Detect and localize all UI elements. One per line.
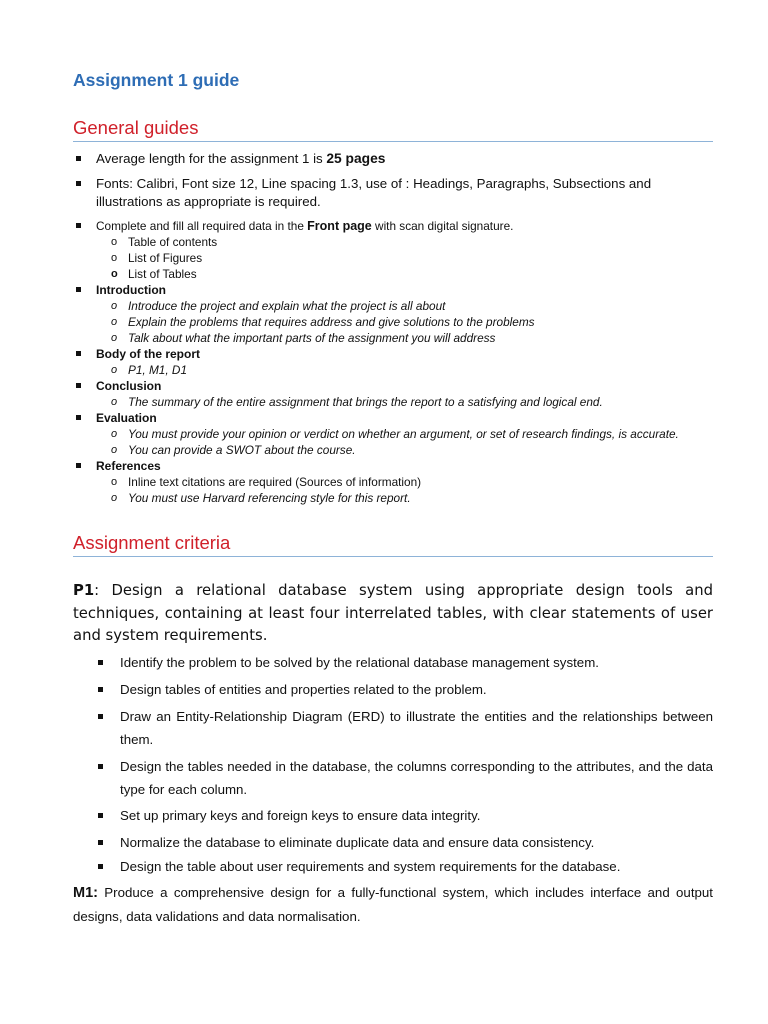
structure-list xyxy=(73,218,713,506)
list-item: Average length for the assignment 1 is 25 pages xyxy=(73,150,713,168)
list-item: Complete and fill all required data in the Front page with scan digital signature. xyxy=(73,218,713,234)
sub-item: o P1, M1, D1 xyxy=(111,363,188,377)
list-item: Normalize the database to eliminate duplicate data and ensure data consistency. xyxy=(73,831,713,854)
general-guides-heading: General guides xyxy=(73,117,713,142)
list-item: Identify the problem to be solved by the relational database management system. xyxy=(73,651,713,674)
list-item: Design the table about user requirements and system requirements for the database. xyxy=(73,855,713,878)
sub-item: o You must use Harvard referencing style for this report. xyxy=(111,491,411,505)
list-item: Fonts: Calibri, Font size 12, Line spacing 1.3, use of : Headings, Paragraphs, Subsections and illustrations as appropriate is required. xyxy=(73,175,713,211)
general-list xyxy=(73,175,713,211)
sub-item: o Inline text citations are required (Sources of information) xyxy=(111,475,422,489)
assignment-criteria-heading: Assignment criteria xyxy=(73,532,713,557)
page-title: Assignment 1 guide xyxy=(73,70,240,90)
list-item: Design tables of entities and properties related to the problem. xyxy=(73,678,713,701)
sub-item: o List of Tables xyxy=(111,267,197,281)
p1-task-list xyxy=(73,705,713,751)
p1-task-list xyxy=(73,855,713,878)
section-body: Body of the report xyxy=(73,346,713,362)
list-item: Draw an Entity-Relationship Diagram (ERD) to illustrate the entities and the relationships between them. xyxy=(73,705,713,751)
p1-task-list xyxy=(73,755,713,801)
sub-item: o You must provide your opinion or verdict on whether an argument, or set of research findings, is accurate. xyxy=(111,427,679,441)
section-references: References xyxy=(73,458,713,474)
p1-task-list xyxy=(73,651,713,674)
sub-item: o List of Figures xyxy=(111,251,203,265)
p1-task-list xyxy=(73,804,713,827)
sub-item: o Introduce the project and explain what the project is all about xyxy=(111,299,446,313)
section-introduction: Introduction xyxy=(73,282,713,298)
p1-task-list xyxy=(73,678,713,701)
sub-item: o Table of contents xyxy=(111,235,218,249)
section-conclusion: Conclusion xyxy=(73,378,713,394)
sub-item: o Talk about what the important parts of the assignment you will address xyxy=(111,331,496,345)
list-item: Set up primary keys and foreign keys to ensure data integrity. xyxy=(73,804,713,827)
m1-criterion: M1: Produce a comprehensive design for a fully-functional system, which includes interface and output designs, data validations and data normalisation. xyxy=(73,885,713,924)
section-evaluation: Evaluation xyxy=(73,410,713,426)
sub-item: o Explain the problems that requires address and give solutions to the problems xyxy=(111,315,535,329)
p1-criterion: P1: Design a relational database system using appropriate design tools and techniques, containing at least four interrelated tables, with clear statements of user and system requirements. xyxy=(73,582,713,644)
sub-item: o You can provide a SWOT about the course. xyxy=(111,443,356,457)
sub-item: o The summary of the entire assignment that brings the report to a satisfying and logical end. xyxy=(111,395,603,409)
general-list xyxy=(73,150,713,168)
p1-task-list xyxy=(73,831,713,854)
list-item: Design the tables needed in the database, the columns corresponding to the attributes, and the data type for each column. xyxy=(73,755,713,801)
